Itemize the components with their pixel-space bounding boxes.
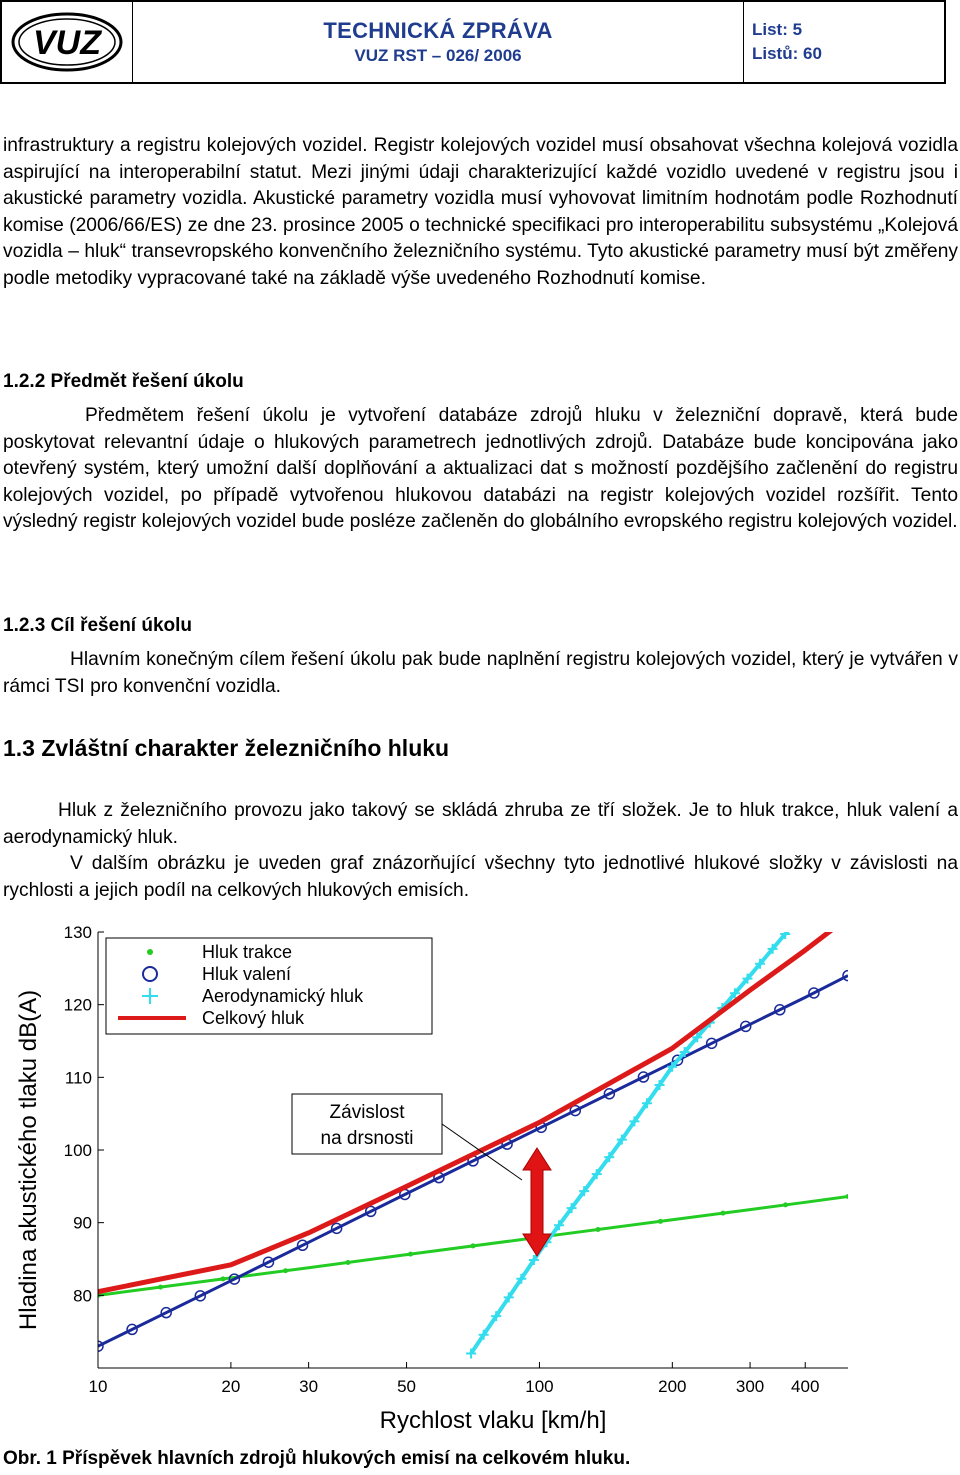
traction-marker bbox=[346, 1260, 351, 1265]
sheet-total: Listů: 60 bbox=[752, 44, 822, 63]
annotation-text: na drsnosti bbox=[320, 1128, 414, 1149]
aero-marker bbox=[793, 918, 803, 924]
traction-marker bbox=[846, 1194, 851, 1199]
x-tick-label: 30 bbox=[299, 1377, 319, 1396]
roughness-arrow bbox=[523, 1148, 551, 1256]
section-heading-1-2-2: 1.2.2 Předmět řešení úkolu bbox=[3, 371, 244, 392]
x-tick-label: 10 bbox=[88, 1377, 108, 1396]
section-1-2-3-text: Hlavním konečným cílem řešení úkolu pak bude naplnění registru kolejových vozidel, který je vytvářen v rámci TSI pro konvenční vozidla. bbox=[3, 649, 958, 697]
y-tick-label: 80 bbox=[73, 1286, 92, 1306]
section-1-3-text-1: Hluk z železničního provozu jako takový se skládá zhruba ze tří složek. Je to hluk trakce, hluk valení a aerodynamický hluk. bbox=[3, 800, 958, 848]
y-axis-label: Hladina akustického tlaku dB(A) bbox=[15, 989, 42, 1331]
x-tick-label: 300 bbox=[735, 1377, 765, 1396]
x-tick-label: 20 bbox=[221, 1377, 241, 1396]
page-header bbox=[0, 0, 946, 84]
legend-label: Celkový hluk bbox=[202, 1008, 305, 1028]
traction-marker bbox=[158, 1285, 163, 1290]
section-1-2-2-paragraph bbox=[3, 403, 958, 536]
legend-label: Aerodynamický hluk bbox=[202, 986, 364, 1006]
section-heading-1-3: 1.3 Zvláštní charakter železničního hluku bbox=[3, 735, 450, 761]
legend-label: Hluk valení bbox=[202, 964, 292, 984]
x-tick-label: 100 bbox=[525, 1377, 554, 1396]
traction-marker bbox=[658, 1219, 663, 1224]
intro-text: infrastruktury a registru kolejových vozidel. Registr kolejových vozidel musí obsahovat všechna kolejová vozidla aspirující na interoperabilní statut. Mezi jinými údaji charakterizující každé vozidlo uvedené v registru jsou i akustické parametry vozidla. Akustické parametry vozidla musí vyhovovat limitním hodnotám podle Rozhodnutí komise (2006/66/ES) ze dne 23. prosince 2005 o technické specifikaci pro interoperabilitu subsystému „Kolejová vozidla – hluk“ transevropského konvenčního železničního systému. Tyto akustické parametry musí být změřeny podle metodiky vypracované také na základě výše uvedeného Rozhodnutí komise. bbox=[3, 135, 958, 289]
x-axis-label: Rychlost vlaku [km/h] bbox=[379, 1407, 607, 1434]
traction-marker bbox=[408, 1252, 413, 1257]
y-tick-label: 130 bbox=[63, 923, 92, 942]
x-tick-label: 50 bbox=[397, 1377, 417, 1396]
y-tick-label: 100 bbox=[63, 1141, 92, 1160]
section-1-3-text-2: V dalším obrázku je uveden graf znázorňující všechny tyto jednotlivé hlukové složky v závislosti na rychlosti a jejich podíl na celkových hlukových emisích. bbox=[3, 853, 958, 901]
report-code: VUZ RST – 026/ 2006 bbox=[354, 46, 522, 65]
traction-marker bbox=[283, 1268, 288, 1273]
logo-text: VUZ bbox=[33, 24, 101, 62]
report-type-title: TECHNICKÁ ZPRÁVA bbox=[323, 18, 553, 43]
figure-caption: Obr. 1 Příspěvek hlavních zdrojů hlukových emisí na celkovém hluku. bbox=[3, 1448, 631, 1469]
noise-components-chart bbox=[0, 918, 960, 1438]
traction-marker bbox=[471, 1243, 476, 1248]
intro-paragraph bbox=[3, 133, 958, 293]
sheet-number: List: 5 bbox=[752, 20, 803, 39]
y-tick-label: 120 bbox=[63, 995, 92, 1015]
rolling-marker bbox=[843, 971, 853, 981]
vuz-logo-icon bbox=[10, 11, 124, 73]
traction-marker bbox=[221, 1276, 226, 1281]
y-tick-label: 110 bbox=[64, 1068, 92, 1088]
vuz-logo bbox=[2, 2, 133, 82]
x-tick-label: 200 bbox=[658, 1377, 687, 1396]
traction-marker bbox=[596, 1227, 601, 1232]
annotation-text: Závislost bbox=[329, 1102, 405, 1123]
section-heading-1-2-3: 1.2.3 Cíl řešení úkolu bbox=[3, 615, 193, 636]
x-tick-label: 400 bbox=[791, 1377, 820, 1396]
legend-label: Hluk trakce bbox=[202, 942, 293, 962]
series-line-2 bbox=[471, 918, 848, 1353]
traction-marker bbox=[783, 1202, 788, 1207]
section-1-2-3-paragraph bbox=[3, 647, 958, 700]
traction-marker bbox=[721, 1211, 726, 1216]
section-1-3-paragraph bbox=[3, 798, 958, 904]
sheet-info bbox=[744, 2, 944, 82]
y-tick-label: 90 bbox=[73, 1213, 92, 1233]
header-title-block bbox=[133, 2, 744, 82]
legend-marker-traction bbox=[147, 949, 153, 955]
section-1-2-2-text: Předmětem řešení úkolu je vytvoření databáze zdrojů hluku v železniční dopravě, která bude poskytovat relevantní údaje o hlukových parametrech jednotlivých zdrojů. Databáze bude koncipována jako otevřený systém, který umožní další doplňování a aktualizaci dat s možností pozdějšího začlenění do registru kolejových vozidel, po případě vytvořenou hlukovou databázi na registr kolejových vozidel rozšířit. Tento výsledný registr kolejových vozidel bude posléze začleněn do globálního evropského registru kolejových vozidel. bbox=[3, 405, 958, 533]
